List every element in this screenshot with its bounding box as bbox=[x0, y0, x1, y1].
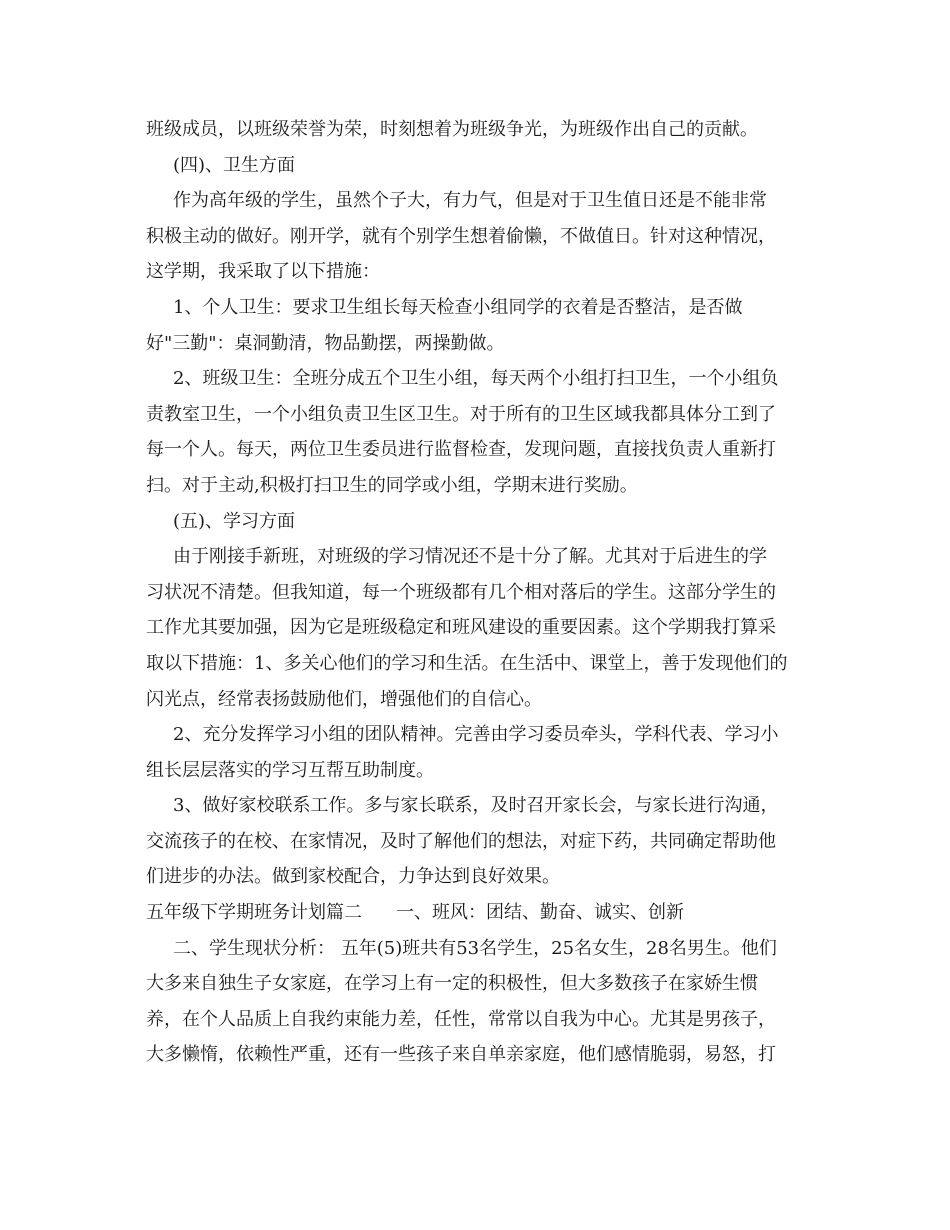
paragraph-line: 由于刚接手新班，对班级的学习情况还不是十分了解。尤其对于后进生的学 bbox=[173, 546, 767, 568]
paragraph-line: 工作尤其要加强，因为它是班级稳定和班风建设的重要因素。这个学期我打算采 bbox=[146, 617, 776, 639]
paragraph-line: 班级成员，以班级荣誉为荣，时刻想着为班级争光，为班级作出自己的贡献。 bbox=[146, 119, 758, 140]
paragraph-line: 习状况不清楚。但我知道，每一个班级都有几个相对落后的学生。这部分学生的 bbox=[146, 581, 776, 603]
paragraph-line: 闪光点，经常表扬鼓励他们，增强他们的自信心。 bbox=[146, 688, 542, 710]
section-title-line bbox=[146, 895, 810, 931]
paragraph-line: 每一个人。每天，两位卫生委员进行监督检查，发现问题，直接找负责人重新打 bbox=[146, 439, 776, 461]
paragraph-line: 取以下措施：1、多关心他们的学习和生活。在生活中、课堂上，善于发现他们的 bbox=[146, 652, 788, 674]
paragraph-line: 组长层层落实的学习互帮互助制度。 bbox=[146, 759, 434, 781]
paragraph-line: 们进步的办法。做到家校配合，力争达到良好效果。 bbox=[146, 866, 560, 888]
paragraph-line: 交流孩子的在校、在家情况，及时了解他们的想法，对症下药，共同确定帮助他 bbox=[146, 830, 776, 852]
section-title: 五年级下学期班务计划篇二 bbox=[146, 902, 362, 924]
paragraph-line: 大多懒惰，依赖性严重，还有一些孩子来自单亲家庭，他们感情脆弱，易怒，打 bbox=[146, 1044, 776, 1066]
paragraph-line: 扫。对于主动,积极打扫卫生的同学或小组，学期末进行奖励。 bbox=[146, 474, 638, 496]
section-heading-hygiene: (四)、卫生方面 bbox=[173, 154, 296, 176]
paragraph-line: 3、做好家校联系工作。多与家长联系，及时召开家长会，与家长进行沟通， bbox=[173, 795, 779, 817]
paragraph-line: 责教室卫生，一个小组负责卫生区卫生。对于所有的卫生区域我都具体分工到了 bbox=[146, 403, 776, 425]
section-heading-study: (五)、学习方面 bbox=[173, 510, 296, 532]
paragraph-line: 2、班级卫生：全班分成五个卫生小组，每天两个小组打扫卫生，一个小组负 bbox=[173, 368, 779, 390]
paragraph-line: 大多来自独生子女家庭，在学习上有一定的积极性，但大多数孩子在家娇生惯 bbox=[146, 973, 758, 995]
paragraph-line: 这学期，我采取了以下措施： bbox=[146, 261, 380, 283]
section-subtitle: 一、班风：团结、勤奋、诚实、创新 bbox=[396, 902, 684, 924]
paragraph-line: 养，在个人品质上自我约束能力差，任性，常常以自我为中心。尤其是男孩子， bbox=[146, 1008, 776, 1030]
paragraph-line: 二、学生现状分析： 五年(5)班共有53名学生，25名女生，28名男生。他们 bbox=[173, 937, 777, 959]
paragraph-line: 好"三勤"：桌洞勤清，物品勤摆，两操勤做。 bbox=[146, 332, 505, 354]
paragraph-line: 积极主动的做好。刚开学，就有个别学生想着偷懒，不做值日。针对这种情况， bbox=[146, 225, 776, 247]
paragraph-line: 2、充分发挥学习小组的团队精神。完善由学习委员牵头，学科代表、学习小 bbox=[173, 724, 779, 746]
document-body bbox=[146, 112, 810, 1073]
paragraph-line: 1、个人卫生：要求卫生组长每天检查小组同学的衣着是否整洁，是否做 bbox=[173, 296, 743, 318]
paragraph-line: 作为高年级的学生，虽然个子大，有力气，但是对于卫生值日还是不能非常 bbox=[173, 190, 767, 212]
